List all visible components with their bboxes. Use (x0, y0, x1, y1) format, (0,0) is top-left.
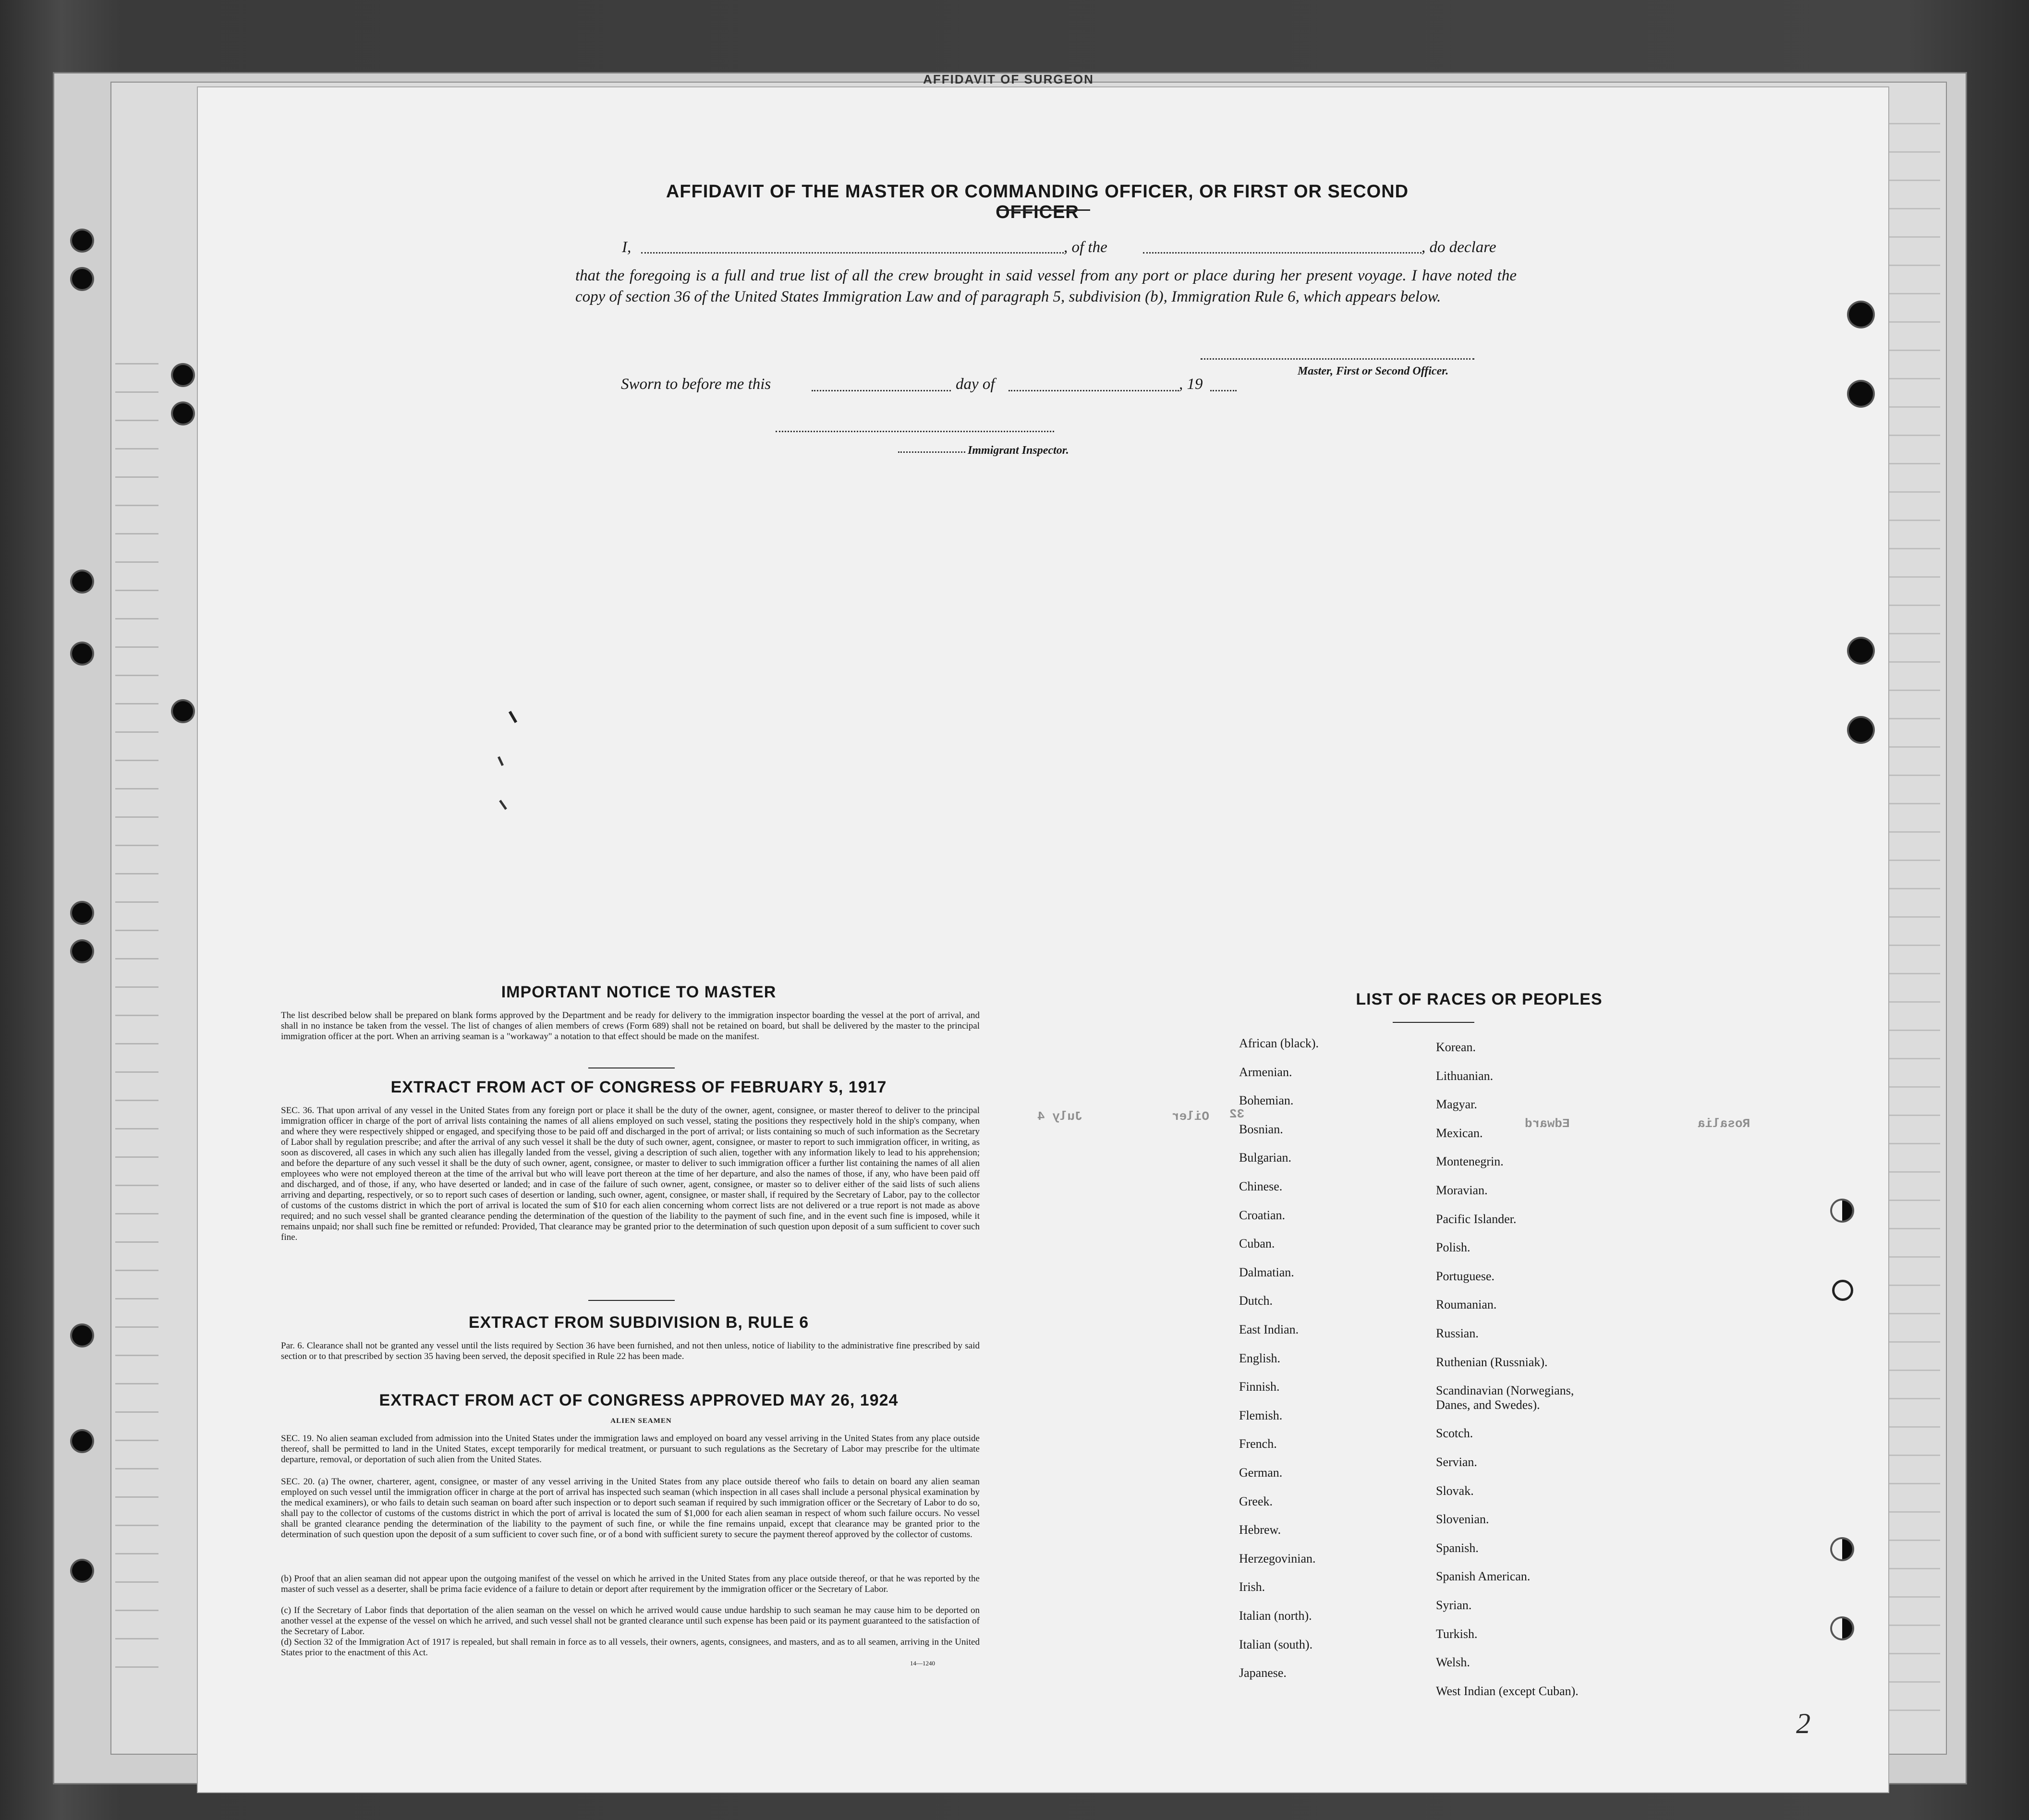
punch-hole-icon (1849, 639, 1873, 663)
master-signature-blank (1201, 358, 1474, 360)
race-item: Turkish. (1436, 1627, 1478, 1641)
race-item: Portuguese. (1436, 1269, 1495, 1283)
race-item: Dalmatian. (1239, 1265, 1294, 1279)
bleed-through-text: 32 (1229, 1107, 1245, 1121)
punch-hole-icon (72, 643, 92, 664)
race-item: Spanish American. (1436, 1569, 1531, 1583)
race-item: Magyar. (1436, 1097, 1477, 1111)
race-item: Russian. (1436, 1326, 1479, 1340)
bleed-through-text: July 4 (1037, 1109, 1082, 1124)
punch-hole-icon (173, 403, 193, 424)
races-title: LIST OF RACES OR PEOPLES (1356, 990, 1603, 1008)
sec20d-body: (d) Section 32 of the Immigration Act of 1917 is repealed, but shall remain in force as to all vessels, their owners, agents, consignees, and masters, and as to all seamen, arriving in the United States prior to the enactment of this Act. (281, 1637, 980, 1658)
title-underline (999, 209, 1090, 211)
master-signature-caption: Master, First or Second Officer. (1298, 365, 1449, 377)
punch-hole-icon (72, 941, 92, 961)
punch-hole-icon (72, 1325, 92, 1346)
extract-1917-body: SEC. 36. That upon arrival of any vessel in the United States from any foreign port or place it shall be the duty of the owner, agent, consignee, or master thereof to deliver to the principal immigration officer in charge of the port of arrival lists containing the names of all aliens employed on such vessel, stating the positions they respectively hold in the ship's company, when and where they were respectively shipped or engaged, and specifying those to be paid off and discharged in the port of arrival; or lists containing so much of such information as the Secretary of Labor shall by regulation prescribe; and after the arrival of any such vessel it shall be the duty of such owner, agent, consignee, or master to report to such immigration officer, in writing, as soon as discovered, all cases in which any such alien has illegally landed from the vessel, giving a description of such alien, together with any information likely to lead to his apprehension; and before the departure of any such vessel it shall be the duty of such owner, agent, consignee, or master to deliver to such immigration officer a further list containing the names of all alien employees who were not employed thereon at the time of the arrival but who will leave port thereon at the time of her departure, and also the names of those, if any, who have been paid off and discharged, and of those, if any, who have deserted or landed; and in case of the failure of such owner, agent, consignee, or master so to deliver either of the said lists of such aliens arriving and departing, respectively, or so to report such cases of desertion or landing, such owner, agent, consignee, or master shall, if required by the Secretary of Labor, pay to the collector of customs of the customs district in which the port of arrival is located the sum of $10 for each alien concerning whom correct lists are not delivered or a true report is not made as above required; and no such vessel shall be granted clearance pending the determination of the question of the liability to the payment of such fine, and in the event such fine is imposed, while it remains unpaid; nor shall such fine be remitted or refunded: Provided, That clearance may be granted prior to the determination of such question upon deposit of a sum sufficient to cover such fine. (281, 1105, 980, 1242)
race-item: Dutch. (1239, 1294, 1273, 1308)
race-item: Servian. (1436, 1455, 1477, 1469)
punch-hole-icon (72, 1561, 92, 1581)
race-item: Bosnian. (1239, 1122, 1283, 1136)
punch-hole-icon (173, 365, 193, 385)
punch-hole-icon (72, 903, 92, 923)
race-item: Croatian. (1239, 1208, 1286, 1222)
bleed-through-text: Rosalia (1698, 1116, 1750, 1131)
race-item: Greek. (1239, 1494, 1273, 1508)
form-number: 14—1240 (910, 1660, 935, 1667)
race-item: Slovenian. (1436, 1512, 1489, 1526)
sec20c-body: (c) If the Secretary of Labor finds that deportation of the alien seaman on the vessel on which he arrived would cause undue hardship to such seaman he may cause him to be deported on another vessel at the expense of the vessel on which he arrived, and such vessel shall not be granted clearance until such expense has been paid or its payment guaranteed to the satisfaction of the Secretary of Labor. (281, 1605, 980, 1637)
punch-hole-icon (1832, 1280, 1853, 1301)
race-item: French. (1239, 1437, 1277, 1451)
punch-hole-icon (1832, 1539, 1852, 1559)
race-item: Bulgarian. (1239, 1151, 1292, 1165)
race-item: Irish. (1239, 1580, 1265, 1594)
race-item: Herzegovinian. (1239, 1552, 1316, 1565)
race-item: Hebrew. (1239, 1523, 1281, 1537)
bleed-through-header (490, 155, 1738, 179)
race-item: Polish. (1436, 1240, 1470, 1254)
punch-hole-icon (1849, 303, 1873, 327)
punch-hole-icon (1849, 718, 1873, 742)
race-item: Pacific Islander. (1436, 1212, 1517, 1226)
punch-hole-icon (1832, 1618, 1852, 1638)
race-item: Slovak. (1436, 1484, 1474, 1498)
inspector-signature-blank (776, 431, 1054, 432)
sworn-day-blank (812, 390, 951, 391)
bleed-through-text: Oiler (1172, 1109, 1210, 1124)
handwritten-mark: 2 (1796, 1708, 1810, 1739)
race-item: Scotch. (1436, 1426, 1473, 1440)
race-item: Bohemian. (1239, 1093, 1294, 1107)
race-item: Japanese. (1239, 1666, 1287, 1680)
race-item: Cuban. (1239, 1237, 1275, 1250)
race-item: Flemish. (1239, 1408, 1283, 1422)
punch-hole-icon (72, 231, 92, 251)
punch-hole-icon (1849, 382, 1873, 406)
do-declare-label: , do declare (1422, 239, 1496, 256)
extract-1924-title: EXTRACT FROM ACT OF CONGRESS APPROVED MAY 26, 1924 (379, 1391, 899, 1409)
divider (588, 1300, 675, 1301)
race-item: Scandinavian (Norwegians, (1436, 1383, 1574, 1397)
punch-hole-icon (72, 571, 92, 592)
race-item: Roumanian. (1436, 1298, 1497, 1311)
name-blank (641, 252, 1064, 254)
day-of-label: day of (956, 376, 995, 393)
races-title-underline (1393, 1022, 1474, 1023)
race-item: Syrian. (1436, 1598, 1472, 1612)
extract-1917-title: EXTRACT FROM ACT OF CONGRESS OF FEBRUARY 5, 1917 (390, 1078, 887, 1096)
notice-body: The list described below shall be prepared on blank forms approved by the Department and be ready for delivery to the immigration inspector boarding the vessel at the port of arrival, and shall in no instance be taken from the vessel. The list of changes of alien members of crews (Form 689) shall not be retained on board, but shall be delivered by the master to the principal immigration officer at the port. When an arriving seaman is a "workaway" a notation to that effect should be made on the manifest. (281, 1010, 980, 1042)
race-item: Montenegrin. (1436, 1154, 1504, 1168)
punch-hole-icon (173, 701, 193, 721)
sworn-month-blank (1008, 390, 1179, 391)
race-item: Moravian. (1436, 1183, 1488, 1197)
extract-rule6-body: Par. 6. Clearance shall not be granted any vessel until the lists required by Section 36 have been furnished, and not then unless, notice of liability to the administrative fine prescribed by said section or to that prescribed by section 35 having been served, the deposit specified in Rule 22 has been made. (281, 1341, 980, 1361)
sec19-body: SEC. 19. No alien seaman excluded from admission into the United States under the immigration laws and employed on board any vessel arriving in the United States from any place outside thereof, shall be permitted to land in the United States, except temporarily for medical treatment, or pursuant to such regulations as the Secretary of Labor may prescribe for the ultimate departure, removal, or deportation of such alien from the United States. (281, 1433, 980, 1465)
race-item: Italian (south). (1239, 1638, 1313, 1651)
race-item: Lithuanian. (1436, 1069, 1494, 1083)
race-item: Mexican. (1436, 1126, 1483, 1140)
race-item: Chinese. (1239, 1179, 1283, 1193)
affidavit-title: AFFIDAVIT OF THE MASTER OR COMMANDING OFFICER, OR FIRST OR SECOND OFFICER (666, 182, 1409, 222)
sec20b-body: (b) Proof that an alien seaman did not appear upon the outgoing manifest of the vessel on which he arrived in the United States from any place outside thereof, or that he was reported by the master of such vessel as a deserter, shall be prima facie evidence of a failure to detain or deport after requirement by the immigration officer or the Secretary of Labor. (281, 1574, 980, 1594)
of-the-label: , of the (1064, 239, 1107, 256)
race-item: Spanish. (1436, 1541, 1479, 1555)
alien-seamen-subtitle: ALIEN SEAMEN (610, 1417, 672, 1425)
punch-hole-icon (72, 1431, 92, 1451)
race-item: West Indian (except Cuban). (1436, 1684, 1579, 1698)
vessel-blank (1143, 252, 1422, 254)
ruled-lines-right (1887, 96, 1940, 1719)
race-item: Finnish. (1239, 1380, 1280, 1394)
punch-hole-icon (72, 269, 92, 289)
extract-rule6-title: EXTRACT FROM SUBDIVISION B, RULE 6 (468, 1313, 809, 1332)
race-item: Korean. (1436, 1040, 1476, 1054)
bleed-through-text: Edward (1525, 1116, 1570, 1131)
race-item: Ruthenian (Russniak). (1436, 1355, 1548, 1369)
ruled-lines-left (115, 336, 158, 1681)
notice-title: IMPORTANT NOTICE TO MASTER (501, 983, 777, 1001)
affidavit-I-label: I, (622, 239, 632, 256)
year-label: , 19 (1179, 376, 1203, 393)
race-item: Danes, and Swedes). (1436, 1398, 1540, 1412)
race-item: German. (1239, 1466, 1283, 1480)
affidavit-statement: that the foregoing is a full and true list of all the crew brought in said vessel from any port or place during her present voyage. I have noted the copy of section 36 of the United States Immigration Law and of paragraph 5, subdivision (b), Immigration Rule 6, which appears below. (575, 267, 1517, 305)
year-blank (1210, 390, 1237, 391)
header-strip: AFFIDAVIT OF SURGEON (923, 72, 1094, 86)
inspector-lead-dots (898, 451, 965, 453)
race-item: Welsh. (1436, 1655, 1470, 1669)
race-item: African (black). (1239, 1036, 1319, 1050)
sec20a-body: SEC. 20. (a) The owner, charterer, agent, consignee, or master of any vessel arriving in the United States from any place outside thereof who fails to detain on board any alien seaman employed on such vessel until the immigration officer in charge at the port of arrival has inspected such seaman (which inspection in all cases shall include a personal physical examination by the medical examiners), or who fails to detain such seaman on board after such inspection or to deport such seaman if required by such immigration officer or the Secretary of Labor to do so, shall pay to the collector of customs of the customs district in which the port of arrival is located the sum of $1,000 for each alien seaman in respect of whom such failure occurs. No vessel shall be granted clearance pending the determination of the liability to the payment of such fine, or while the fine remains unpaid, except that clearance may be granted prior to the determination of such question upon the deposit of a sum sufficient to cover such fine, or of a bond with sufficient surety to secure the payment thereof approved by the collector of customs. (281, 1477, 980, 1540)
sworn-label: Sworn to before me this (621, 376, 771, 393)
punch-hole-icon (1832, 1201, 1852, 1221)
inspector-caption: Immigrant Inspector. (968, 444, 1069, 457)
race-item: Armenian. (1239, 1065, 1292, 1079)
race-item: East Indian. (1239, 1323, 1299, 1336)
race-item: English. (1239, 1351, 1280, 1365)
race-item: Italian (north). (1239, 1609, 1312, 1623)
